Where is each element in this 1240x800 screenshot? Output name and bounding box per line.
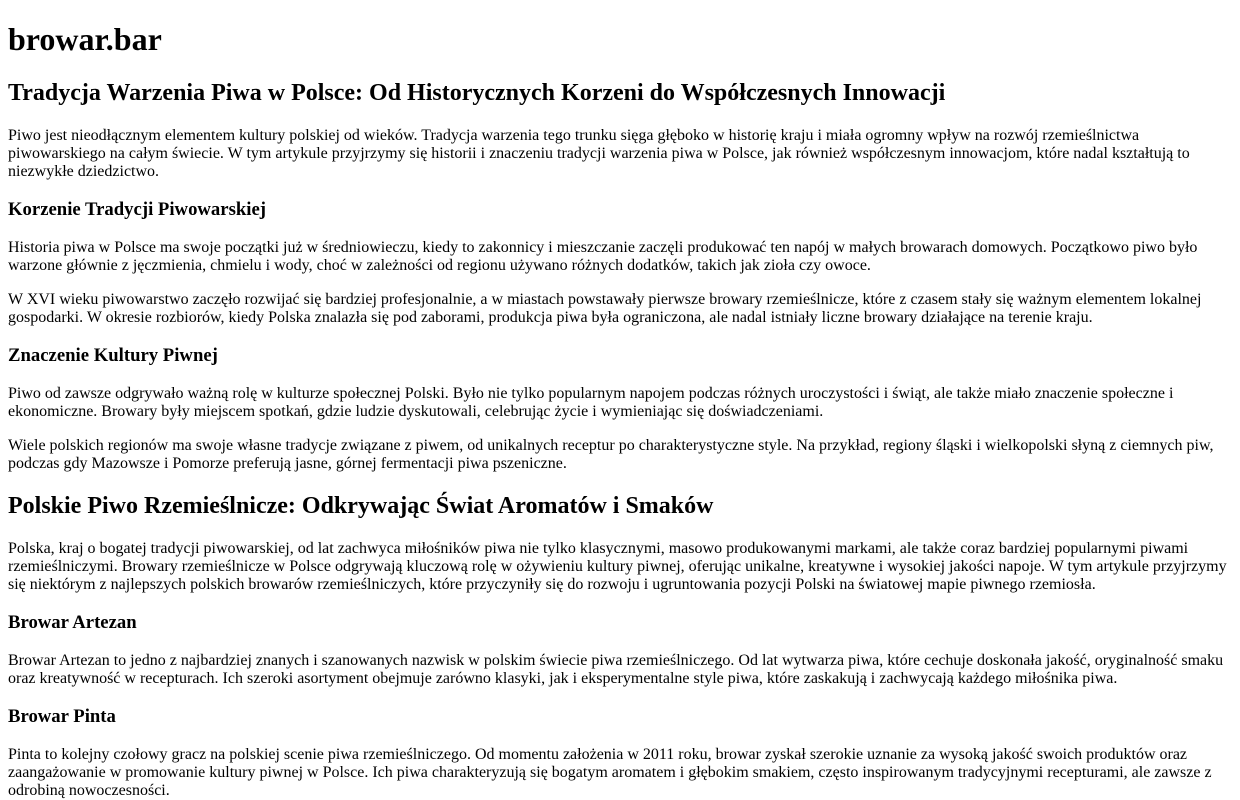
section-heading: Znaczenie Kultury Piwnej — [8, 345, 218, 366]
article-heading: Polskie Piwo Rzemieślnicze: Odkrywając Świat Aromatów i Smaków — [8, 493, 714, 519]
section-paragraph: Pinta to kolejny czołowy gracz na polskiej scenie piwa rzemieślniczego. Od momentu założenia w 2011 roku, browar zyskał szerokie uznanie za wysoką jakość swoich produktów oraz zaangażowanie w promowanie kultury piwnej w Polsce. Ich piwa charakteryzują się bogatym aromatem i głębokim smakiem, często inspirowanym tradycyjnymi recepturami, ale zawsze z odrobiną nowoczesności. — [8, 746, 1212, 799]
article-heading: Tradycja Warzenia Piwa w Polsce: Od Historycznych Korzeni do Współczesnych Innowacji — [8, 80, 946, 106]
section-paragraph: W XVI wieku piwowarstwo zaczęło rozwijać się bardziej profesjonalnie, a w miastach powstawały pierwsze browary rzemieślnicze, które z czasem stały się ważnym elementem lokalnej gospodarki. W okresie rozbiorów, kiedy Polska znalazła się pod zaborami, produkcja piwa była ograniczona, ale nadal istniały liczne browary działające na terenie kraju. — [8, 291, 1202, 326]
article-intro: Piwo jest nieodłącznym elementem kultury polskiej od wieków. Tradycja warzenia tego trunku sięga głęboko w historię kraju i miała ogromny wpływ na rozwój rzemieślnictwa piwowarskiego na całym świecie. W tym artykule przyjrzymy się historii i znaczeniu tradycji warzenia piwa w Polsce, jak również współczesnym innowacjom, które nadal kształtują to niezwykłe dziedzictwo. — [8, 127, 1190, 180]
page — [0, 21, 1240, 800]
article-intro: Polska, kraj o bogatej tradycji piwowarskiej, od lat zachwyca miłośników piwa nie tylko klasycznymi, masowo produkowanymi markami, ale także coraz bardziej popularnymi piwami rzemieślniczymi. Browary rzemieślnicze w Polsce odgrywają kluczową rolę w ożywieniu kultury piwnej, oferując unikalne, kreatywne i wysokiej jakości napoje. W tym artykule przyjrzymy się niektórym z najlepszych polskich browarów rzemieślniczych, które przyczyniły się do rozwoju i ugruntowania pozycji Polski na światowej mapie piwnego rzemiosła. — [8, 540, 1227, 593]
section-heading: Browar Artezan — [8, 612, 137, 633]
site-title: browar.bar — [8, 21, 162, 57]
section-heading: Browar Pinta — [8, 706, 116, 727]
section-paragraph: Wiele polskich regionów ma swoje własne tradycje związane z piwem, od unikalnych receptur po charakterystyczne style. Na przykład, regiony śląski i wielkopolski słyną z ciemnych piw, podczas gdy Mazowsze i Pomorze preferują jasne, górnej fermentacji piwa pszeniczne. — [8, 437, 1214, 472]
section-paragraph: Browar Artezan to jedno z najbardziej znanych i szanowanych nazwisk w polskim świecie piwa rzemieślniczego. Od lat wytwarza piwa, które cechuje doskonała jakość, oryginalność smaku oraz kreatywność w recepturach. Ich szeroki asortyment obejmuje zarówno klasyki, jak i eksperymentalne style piwa, które zaskakują i zachwycają każdego miłośnika piwa. — [8, 652, 1224, 687]
section-paragraph: Piwo od zawsze odgrywało ważną rolę w kulturze społecznej Polski. Było nie tylko popularnym napojem podczas różnych uroczystości i świąt, ale także miało znaczenie społeczne i ekonomiczne. Browary były miejscem spotkań, gdzie ludzie dyskutowali, celebrując życie i wymieniając się doświadczeniami. — [8, 385, 1174, 420]
section-heading: Korzenie Tradycji Piwowarskiej — [8, 199, 266, 220]
section-paragraph: Historia piwa w Polsce ma swoje początki już w średniowieczu, kiedy to zakonnicy i mieszczanie zaczęli produkować ten napój w małych browarach domowych. Początkowo piwo było warzone głównie z jęczmienia, chmielu i wody, choć w zależności od regionu używano różnych dodatków, takich jak zioła czy owoce. — [8, 239, 1198, 274]
